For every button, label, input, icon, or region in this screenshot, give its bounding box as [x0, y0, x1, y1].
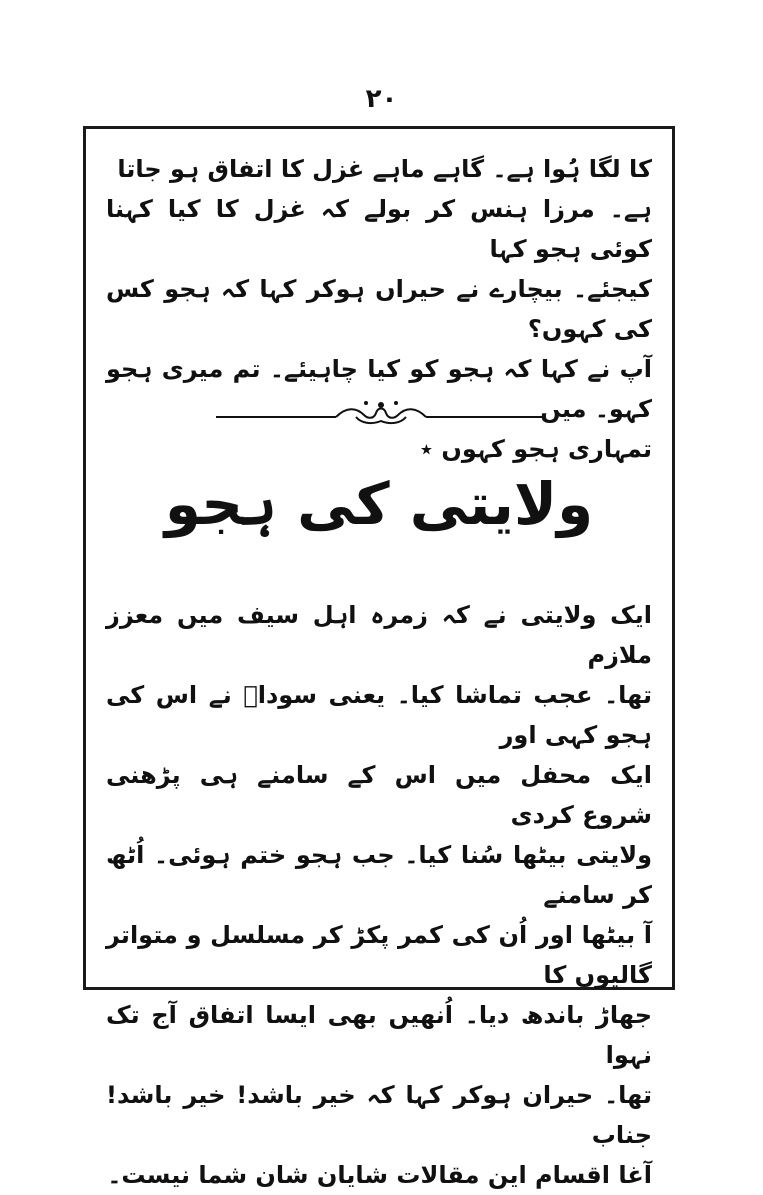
text-line: آ بیٹھا اور اُن کی کمر پکڑ کر مسلسل و متواتر گالیوں کا: [106, 921, 652, 989]
text-line: آغا اقسام این مقالات شایان شان شما نیست۔: [107, 1161, 652, 1189]
text-line: ہے۔ مرزا ہنس کر بولے کہ غزل کا کیا کہنا کوئی ہجو کہا: [106, 195, 652, 263]
text-line: تھا۔ عجب تماشا کیا۔ یعنی سوداؔ نے اس کی ہجو کہی اور: [106, 681, 652, 749]
ornament-divider: [216, 397, 546, 427]
text-line: ایک ولایتی نے کہ زمرہ اہل سیف میں معزز ملازم: [106, 601, 652, 669]
text-line: کا لگا ہُوا ہے۔ گاہے ماہے غزل کا اتفاق ہو جاتا: [117, 155, 652, 183]
section-heading: ولایتی کی ہجو: [164, 470, 594, 538]
text-line: کیجئے۔ بیچارے نے حیراں ہوکر کہا کہ ہجو کس کی کہوں؟: [106, 275, 652, 343]
text-line: تمہاری ہجو کہوں ٭: [419, 435, 652, 463]
bottom-paragraph: [106, 595, 652, 1195]
text-frame: [83, 126, 675, 1189]
page-number: ۲۰: [365, 84, 398, 114]
text-line: آپ نے کہا کہ ہجو کو کیا چاہیئے۔ تم میری ہجو کہو۔ میں: [106, 355, 652, 423]
text-line: ایک محفل میں اس کے سامنے ہی پڑھنی شروع کردی: [106, 761, 652, 829]
text-line: جھاڑ باندھ دیا۔ اُنھیں بھی ایسا اتفاق آج تک نہوا: [106, 1001, 652, 1069]
text-line: ولایتی بیٹھا سُنا کیا۔ جب ہجو ختم ہوئی۔ اُٹھ کر سامنے: [106, 841, 652, 909]
text-line: تھا۔ حیران ہوکر کہا کہ خیر باشد! خیر باشد! جناب: [106, 1081, 652, 1149]
